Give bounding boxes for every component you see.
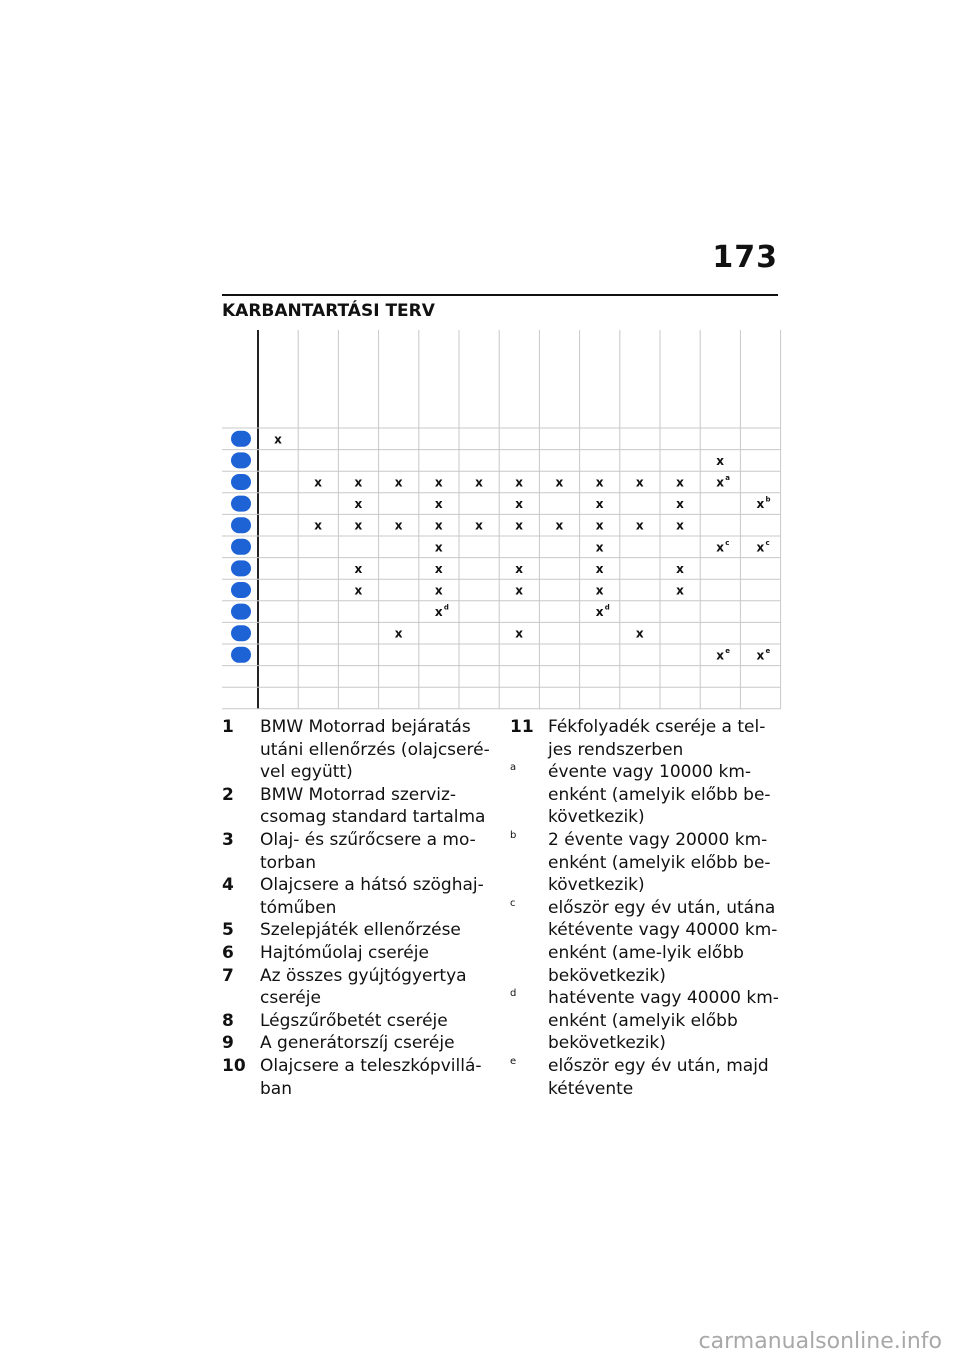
legend-text: Az összes gyújtógyertya cseréje xyxy=(260,965,467,1009)
maintenance-mark: x xyxy=(434,561,443,576)
maintenance-mark: x xyxy=(756,540,765,555)
legend-text: először egy év után, majd kétévente xyxy=(548,1055,769,1099)
maintenance-mark: x xyxy=(434,583,443,598)
maintenance-mark: x xyxy=(676,497,684,512)
legend-entry xyxy=(510,829,780,897)
legend-entry xyxy=(222,919,492,942)
maintenance-mark: x xyxy=(354,475,363,490)
maintenance-mark: x xyxy=(274,432,282,447)
legend-entry xyxy=(222,942,492,965)
maintenance-mark: x xyxy=(515,497,524,512)
maintenance-mark: x xyxy=(595,605,604,620)
maintenance-mark: x xyxy=(394,475,403,490)
row-number-badge xyxy=(231,474,251,490)
maintenance-mark: x xyxy=(314,518,323,533)
legend-entry xyxy=(222,1010,492,1033)
maintenance-mark: x xyxy=(555,518,564,533)
maintenance-mark: x xyxy=(595,583,604,598)
maintenance-mark: x xyxy=(716,540,725,555)
legend-text: Olajcsere a teleszkópvillá-ban xyxy=(260,1055,482,1099)
row-number-badge xyxy=(231,625,251,641)
watermark: carmanualsonline.info xyxy=(698,1329,942,1354)
legend-number: 5 xyxy=(222,920,234,941)
maintenance-mark: x xyxy=(475,518,483,533)
legend-number: 8 xyxy=(222,1010,234,1031)
legend-text: Hajtóműolaj cseréje xyxy=(260,942,429,963)
footnote-letter: d xyxy=(510,988,517,1000)
footnote-ref: c xyxy=(765,538,770,547)
maintenance-mark: x xyxy=(515,518,524,533)
legend-entry xyxy=(222,829,492,874)
maintenance-mark: x xyxy=(394,626,403,641)
legend-number: 11 xyxy=(510,717,534,737)
row-number-badge xyxy=(231,496,251,512)
footnote-letter: a xyxy=(510,762,517,774)
footnote-ref: c xyxy=(725,538,730,547)
maintenance-mark: x xyxy=(354,497,363,512)
legend-entry xyxy=(222,874,492,919)
maintenance-mark: x xyxy=(595,497,604,512)
maintenance-mark: x xyxy=(716,648,725,663)
legend-number: 7 xyxy=(222,965,234,986)
legend-text: Olaj- és szűrőcsere a mo-torban xyxy=(260,829,476,873)
legend-entry xyxy=(222,1055,492,1100)
maintenance-mark: x xyxy=(475,475,483,490)
legend-entry xyxy=(510,716,780,761)
footnote-letter: b xyxy=(510,829,517,841)
legend-left xyxy=(222,716,492,1100)
legend-entry xyxy=(222,784,492,829)
legend-text: először egy év után, utána kétévente vagy 40000 km-enként (ame-lyik előbb bekövetkezik) xyxy=(548,897,778,986)
footnote-letter: e xyxy=(510,1055,517,1067)
maintenance-mark: x xyxy=(434,540,443,555)
page-number: 173 xyxy=(712,240,778,275)
legend-text: BMW Motorrad szerviz-csomag standard tartalma xyxy=(260,784,486,828)
legend-number: 4 xyxy=(222,875,234,896)
legend-number: 2 xyxy=(222,784,234,805)
maintenance-mark: x xyxy=(555,475,564,490)
maintenance-mark: x xyxy=(434,518,443,533)
legend-entry xyxy=(510,897,780,987)
maintenance-mark: x xyxy=(314,475,323,490)
legend-entry xyxy=(510,987,780,1055)
legend-entry xyxy=(222,965,492,1010)
maintenance-mark: x xyxy=(635,475,644,490)
maintenance-mark: x xyxy=(595,475,604,490)
maintenance-mark: x xyxy=(756,497,765,512)
legend-text: Olajcsere a hátsó szöghaj-tóműben xyxy=(260,875,484,918)
maintenance-mark: x xyxy=(515,561,524,576)
maintenance-mark: x xyxy=(434,605,443,620)
maintenance-mark: x xyxy=(676,518,684,533)
legend-number: 1 xyxy=(222,717,234,737)
legend-text: Szelepjáték ellenőrzése xyxy=(260,920,461,941)
row-number-badge xyxy=(231,604,251,620)
legend-text: A generátorszíj cseréje xyxy=(260,1033,455,1054)
maintenance-mark: x xyxy=(716,475,725,490)
maintenance-mark: x xyxy=(676,583,684,598)
footnote-ref: e xyxy=(725,646,731,655)
legend-number: 6 xyxy=(222,942,234,963)
maintenance-mark: x xyxy=(595,561,604,576)
legend-right xyxy=(510,716,780,1100)
maintenance-mark: x xyxy=(354,583,363,598)
maintenance-mark: x xyxy=(354,561,363,576)
footnote-ref: a xyxy=(725,474,731,482)
legend-number: 10 xyxy=(222,1055,246,1076)
maintenance-mark: x xyxy=(595,540,604,555)
row-number-badge xyxy=(231,647,251,663)
maintenance-mark: x xyxy=(676,561,684,576)
footnote-ref: d xyxy=(604,603,610,612)
legend-text: hatévente vagy 40000 km-enként (amelyik előbb bekövetkezik) xyxy=(548,988,779,1054)
legend-entry xyxy=(510,761,780,829)
row-number-badge xyxy=(231,452,251,468)
footnote-ref: d xyxy=(443,603,449,612)
maintenance-mark: x xyxy=(434,497,443,512)
maintenance-mark: x xyxy=(354,518,363,533)
maintenance-mark: x xyxy=(635,518,644,533)
row-number-badge xyxy=(231,517,251,533)
maintenance-mark: x xyxy=(676,475,684,490)
footnote-letter: c xyxy=(510,897,516,909)
maintenance-mark: x xyxy=(515,626,524,641)
legend-entry xyxy=(222,1032,492,1055)
legend-text: évente vagy 10000 km-enként (amelyik előbb be-következik) xyxy=(548,762,771,828)
row-number-badge xyxy=(231,431,251,447)
maintenance-mark: x xyxy=(716,453,725,468)
legend-text: Légszűrőbetét cseréje xyxy=(260,1010,448,1031)
footnote-ref: b xyxy=(765,495,771,504)
maintenance-mark: x xyxy=(515,583,524,598)
maintenance-mark: x xyxy=(756,648,765,663)
legend-entry xyxy=(222,716,492,784)
legend-text: BMW Motorrad bejáratás utáni ellenőrzés (olajcseré-vel együtt) xyxy=(260,717,490,783)
legend-entry xyxy=(510,1055,780,1100)
maintenance-mark: x xyxy=(515,475,524,490)
section-title: KARBANTARTÁSI TERV xyxy=(222,301,435,321)
maintenance-mark: x xyxy=(394,518,403,533)
maintenance-mark: x xyxy=(635,626,644,641)
row-number-badge xyxy=(231,582,251,598)
maintenance-mark: x xyxy=(595,518,604,533)
footnote-ref: e xyxy=(765,646,771,655)
legend-number: 9 xyxy=(222,1033,234,1054)
row-number-badge xyxy=(231,560,251,576)
row-number-badge xyxy=(231,539,251,555)
legend-text: Fékfolyadék cseréje a tel-jes rendszerben xyxy=(548,717,766,760)
legend-text: 2 évente vagy 20000 km-enként (amelyik előbb be-következik) xyxy=(548,829,771,896)
maintenance-mark: x xyxy=(434,475,443,490)
legend-number: 3 xyxy=(222,829,234,850)
